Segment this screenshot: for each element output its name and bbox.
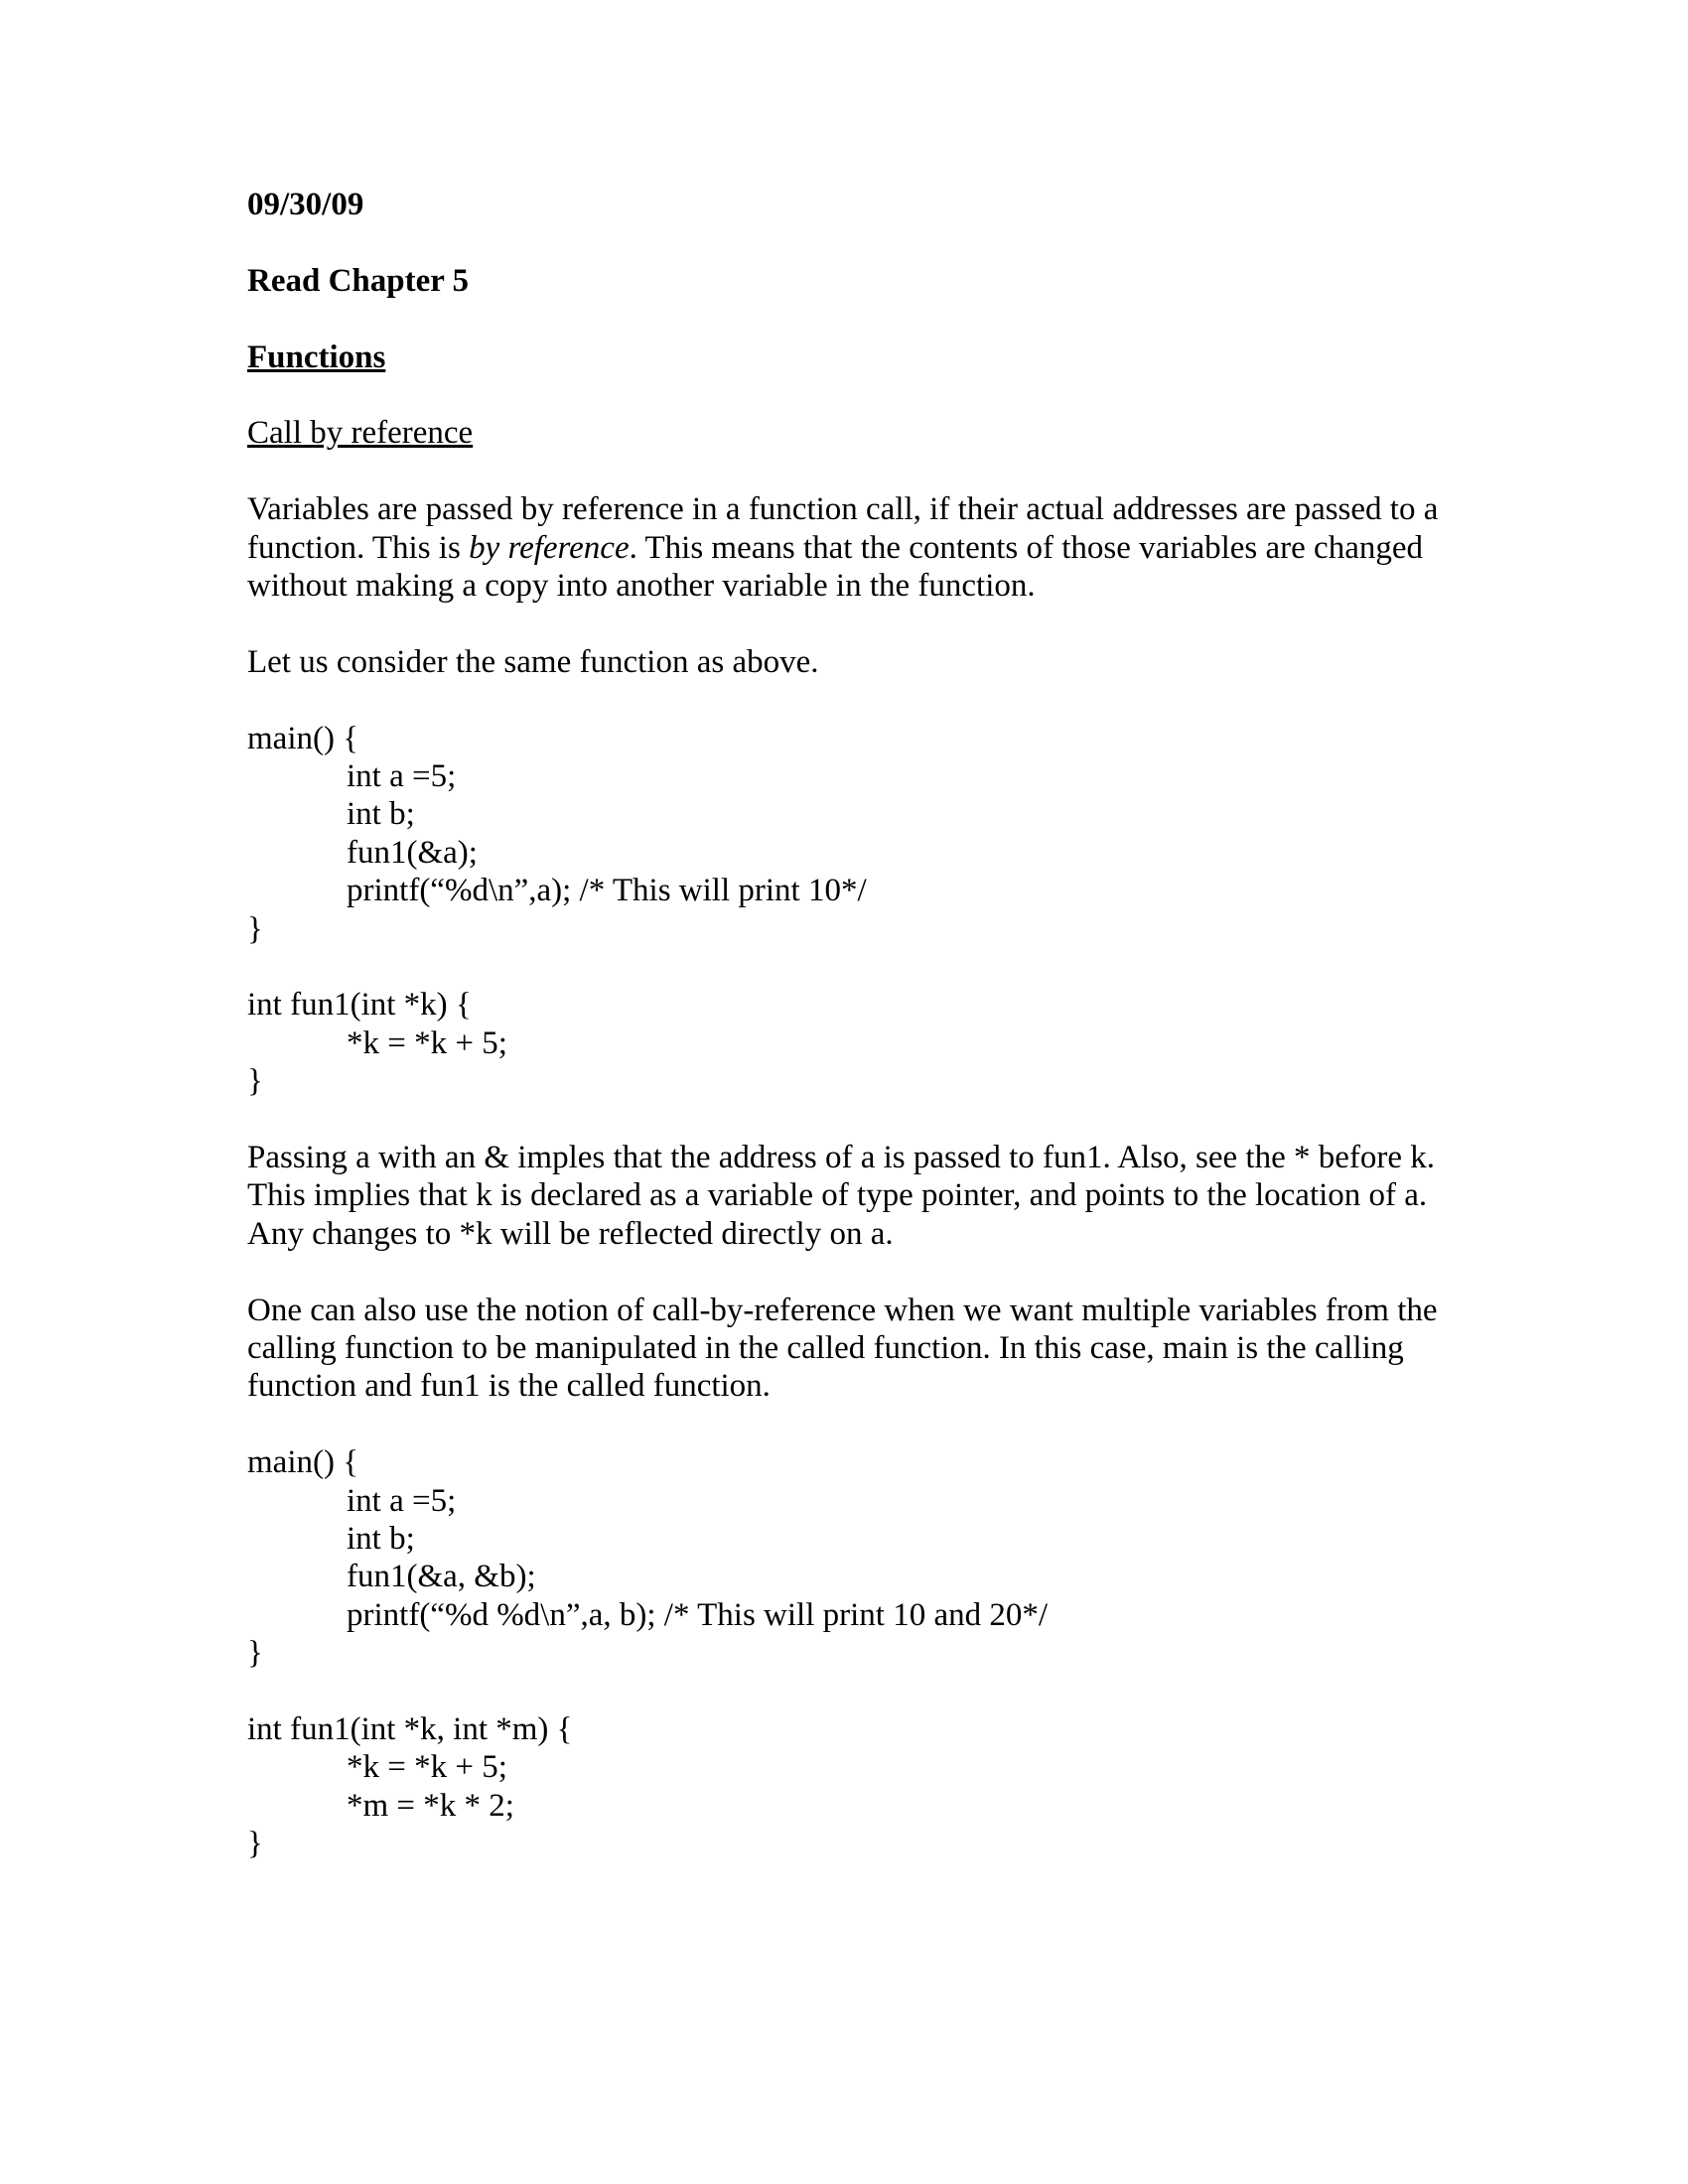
call-by-reference-heading-text: Call by reference bbox=[247, 415, 474, 452]
code-line: printf(“%d %d\n”,a, b); /* This will print 10 and 20*/ bbox=[347, 1596, 1049, 1633]
code-line: int b; bbox=[347, 796, 415, 833]
intro-paragraph-end: . This means that the contents of those variables are changed without making a copy into another variable in the function. bbox=[247, 529, 1423, 604]
passing-paragraph: Passing a with an & imples that the address of a is passed to fun1. Also, see the * before k. This implies that k is declared as a variable of type pointer, and points to the location of a. Any changes to *k will be reflected directly on a. bbox=[247, 1140, 1436, 1252]
intro-paragraph-start: Variables are passed by reference in a function call, if their actual addresses are passed to a function. This is bbox=[247, 491, 1439, 566]
consider-sentence: Let us consider the same function as above. bbox=[247, 643, 819, 680]
code-line: int a =5; bbox=[347, 758, 457, 794]
code-line: } bbox=[247, 910, 263, 947]
code-line: int fun1(int *k) { bbox=[247, 987, 472, 1024]
document-content bbox=[247, 186, 1444, 1901]
date-heading: 09/30/09 bbox=[247, 187, 364, 222]
functions-heading-text: Functions bbox=[247, 339, 386, 375]
code-line: } bbox=[247, 1826, 263, 1862]
code-line: *k = *k + 5; bbox=[347, 1749, 507, 1786]
code-line: int fun1(int *k, int *m) { bbox=[247, 1711, 573, 1748]
code-line: fun1(&a); bbox=[347, 834, 478, 871]
code-block-fun1-double bbox=[247, 1710, 1444, 1863]
code-line: } bbox=[247, 1063, 263, 1100]
intro-paragraph bbox=[247, 490, 1444, 605]
call-by-reference-heading bbox=[247, 414, 1444, 452]
code-block-main-double bbox=[247, 1443, 1444, 1672]
code-line: *k = *k + 5; bbox=[347, 1024, 507, 1061]
code-line: } bbox=[247, 1635, 263, 1672]
multiple-variables-paragraph: One can also use the notion of call-by-reference when we want multiple variables from the calling function to be manipulated in the called function. In this case, main is the calling function and fun1 is the called function. bbox=[247, 1292, 1438, 1405]
code-line: printf(“%d\n”,a); /* This will print 10*/ bbox=[347, 873, 867, 909]
code-line: main() { bbox=[247, 720, 359, 756]
code-line: fun1(&a, &b); bbox=[347, 1559, 536, 1595]
read-chapter-heading: Read Chapter 5 bbox=[247, 262, 470, 299]
code-line: main() { bbox=[247, 1444, 359, 1481]
functions-heading bbox=[247, 339, 1444, 376]
intro-paragraph-italic-phrase: by reference bbox=[469, 529, 630, 566]
code-block-main-single bbox=[247, 720, 1444, 948]
code-block-fun1-single bbox=[247, 986, 1444, 1100]
code-line: int b; bbox=[347, 1521, 415, 1558]
code-line: int a =5; bbox=[347, 1482, 457, 1519]
code-line: *m = *k * 2; bbox=[347, 1787, 514, 1824]
